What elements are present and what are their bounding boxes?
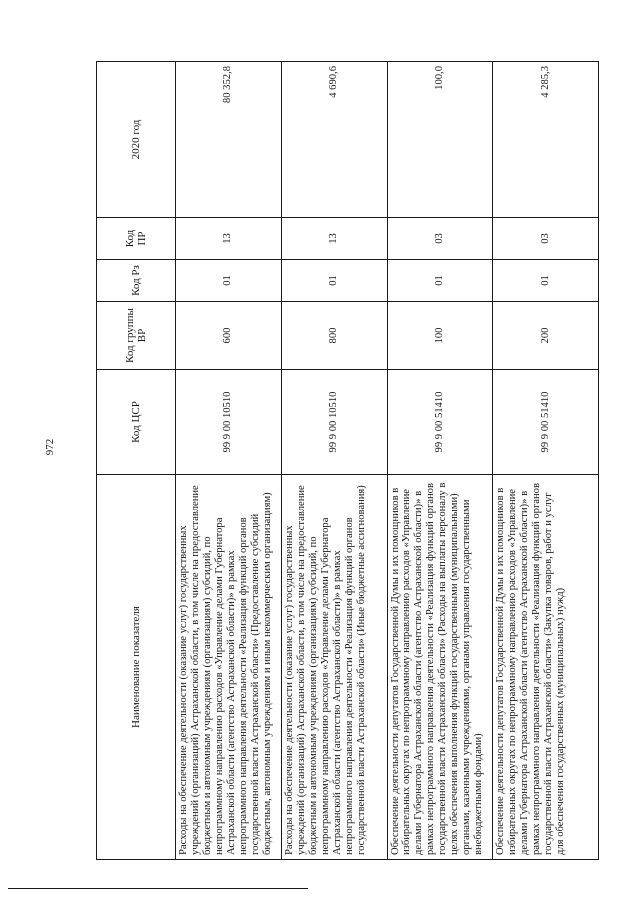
row-name: Обеспечение деятельности депутатов Государственной Думы и их помощников в избирательных округах по непрограммному направлению расходов «Управление делами Губернатора Астраханской области (агентство Астраханской области)» в рамках непрограммного направления деятельности «Реализация функций органов государственной власти Астраханской области» (Закупка товаров, работ и услуг для обеспечения государственных (муниципальных) нужд) <box>493 475 599 860</box>
row-rz: 01 <box>176 260 282 302</box>
row-sum: 80 352,8 <box>176 62 282 218</box>
row-csr: 99 9 00 51410 <box>387 370 493 475</box>
row-csr: 99 9 00 10510 <box>281 370 387 475</box>
page-number: 972 <box>44 438 56 456</box>
row-vr: 200 <box>493 302 599 370</box>
row-rz: 01 <box>387 260 493 302</box>
rotated-table-container <box>96 62 599 860</box>
row-pr: 13 <box>281 218 387 260</box>
bottom-rule <box>8 888 308 889</box>
header-csr: Код ЦСР <box>97 370 176 475</box>
budget-table <box>96 61 599 860</box>
row-sum: 100,0 <box>387 62 493 218</box>
row-pr: 13 <box>176 218 282 260</box>
header-vr: Код группы ВР <box>97 302 176 370</box>
table-header-row <box>97 62 176 860</box>
row-pr: 03 <box>387 218 493 260</box>
row-csr: 99 9 00 51410 <box>493 370 599 475</box>
header-rz: Код Рз <box>97 260 176 302</box>
row-sum: 4 285,3 <box>493 62 599 218</box>
row-vr: 800 <box>281 302 387 370</box>
header-year: 2020 год <box>97 62 176 218</box>
row-rz: 01 <box>493 260 599 302</box>
table-row <box>281 62 387 860</box>
row-name: Расходы на обеспечение деятельности (оказание услуг) государственных учреждений (организаций) Астраханской области, в том числе на предоставление бюджетным и автономным учреждениям (организациям) субсидий, по непрограммному направлению расходов «Управление делами Губернатора Астраханской области (агентство Астраханской области)» в рамках непрограммного направления деятельности «Реализация функций органов государственной власти Астраханской области» (Иные бюджетные ассигнования) <box>281 475 387 860</box>
header-name: Наименование показателя <box>97 475 176 860</box>
row-pr: 03 <box>493 218 599 260</box>
row-vr: 100 <box>387 302 493 370</box>
table-row <box>387 62 493 860</box>
header-pr: Код ПР <box>97 218 176 260</box>
row-vr: 600 <box>176 302 282 370</box>
row-name: Расходы на обеспечение деятельности (оказание услуг) государственных учреждений (организаций) Астраханской области, в том числе на предоставление бюджетным и автономным учреждениям (организациям) субсидий, по непрограммному направлению расходов «Управление делами Губернатора Астраханской области (агентство Астраханской области)» в рамках непрограммного направления деятельности «Реализация функций органов государственной власти Астраханской области» (Предоставление субсидий бюджетным, автономным учреждениям и иным некоммерческим организациям) <box>176 475 282 860</box>
row-name: Обеспечение деятельности депутатов Государственной Думы и их помощников в избирательных округах по непрограммному направлению расходов «Управление делами Губернатора Астраханской области (агентство Астраханской области)» в рамках непрограммного направления деятельности «Реализация функций органов государственной власти Астраханской области» (Расходы на выплаты персоналу в целях обеспечения выполнения функций государственными (муниципальными) органами, казенными учреждениями, органами управления государственными внебюджетными фондами) <box>387 475 493 860</box>
row-csr: 99 9 00 10510 <box>176 370 282 475</box>
row-sum: 4 690,6 <box>281 62 387 218</box>
row-rz: 01 <box>281 260 387 302</box>
table-row <box>176 62 282 860</box>
table-row <box>493 62 599 860</box>
